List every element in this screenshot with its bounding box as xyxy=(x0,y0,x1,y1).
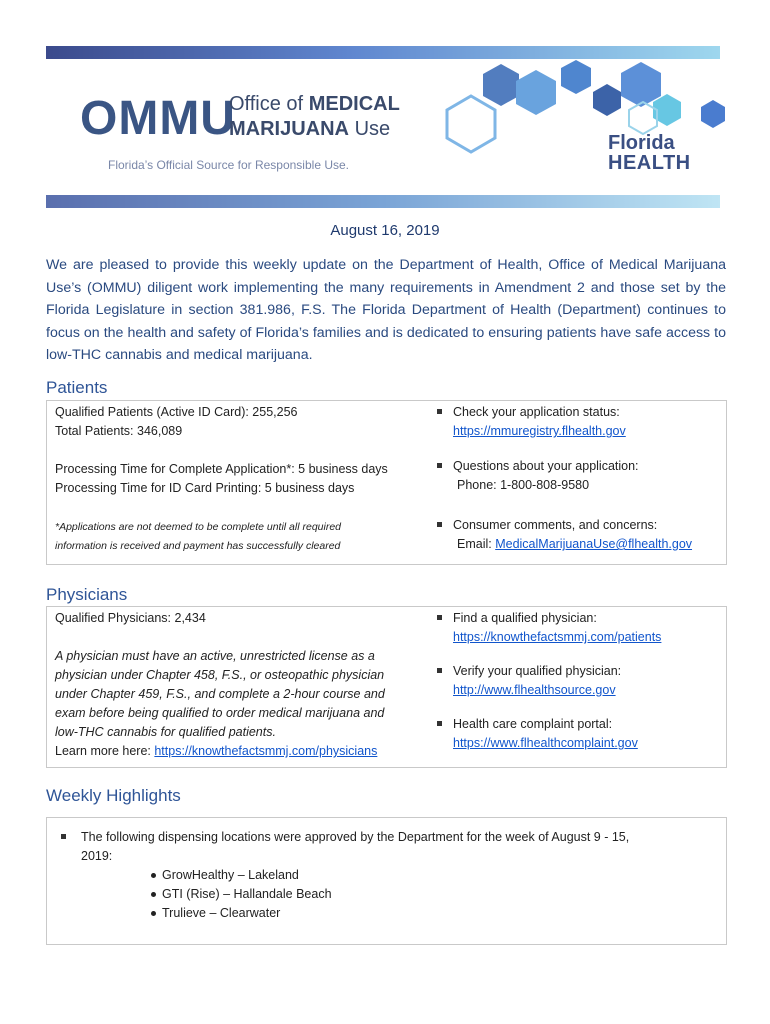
bullet-square-icon xyxy=(61,834,66,839)
email-link[interactable]: MedicalMarijuanaUse@flhealth.gov xyxy=(495,537,693,551)
header-banner xyxy=(46,46,720,208)
list-item: GrowHealthy – Lakeland xyxy=(151,866,701,885)
banner-bottom-bar xyxy=(46,195,720,208)
bullet-dot-icon xyxy=(151,892,156,897)
report-date: August 16, 2019 xyxy=(330,222,440,239)
logo-health: HEALTH xyxy=(608,152,691,174)
patients-heading: Patients xyxy=(46,378,108,397)
list-item: Trulieve – Clearwater xyxy=(151,904,701,923)
learn-more xyxy=(55,742,385,761)
total-patients: Total Patients: 346,089 xyxy=(55,424,183,438)
processing-application: Processing Time for Complete Application*: 5 business days xyxy=(55,462,388,476)
requirement-line-1: A physician must have an active, unrestricted license as a xyxy=(55,649,375,663)
requirement-line-4: exam before being qualified to order medical marijuana and xyxy=(55,706,385,720)
flhealthsource-link[interactable]: http://www.flhealthsource.gov xyxy=(453,683,616,697)
complaint-portal-label: Health care complaint portal: xyxy=(453,717,613,731)
applications-note-2: information is received and payment has successfully cleared xyxy=(55,540,341,552)
processing-id-card: Processing Time for ID Card Printing: 5 business days xyxy=(55,481,355,495)
physicians-heading: Physicians xyxy=(46,585,128,604)
applications-note-1: *Applications are not deemed to be complete until all required xyxy=(55,521,342,533)
bullet-dot-icon xyxy=(151,873,156,878)
bullet-square-icon xyxy=(437,615,442,620)
weekly-highlights-box xyxy=(46,817,727,945)
verify-physician-item xyxy=(437,662,722,700)
comments-label: Consumer comments, and concerns: xyxy=(453,518,658,532)
bullet-square-icon xyxy=(437,668,442,673)
verify-physician-label: Verify your qualified physician: xyxy=(453,664,622,678)
logo-line-marijuana xyxy=(229,119,390,139)
logo-medical: MEDICAL xyxy=(308,93,400,115)
qualified-physicians: Qualified Physicians: 2,434 xyxy=(55,611,206,625)
bullet-square-icon xyxy=(437,463,442,468)
status-item xyxy=(437,403,722,441)
questions-label: Questions about your application: xyxy=(453,459,639,473)
status-label: Check your application status: xyxy=(453,405,620,419)
find-physician-label: Find a qualified physician: xyxy=(453,611,597,625)
email-prefix: Email: xyxy=(457,537,496,551)
find-physician-item xyxy=(437,609,722,647)
physicians-info xyxy=(55,609,385,761)
qualified-patients: Qualified Patients (Active ID Card): 255,256 xyxy=(55,405,298,419)
logo-marijuana: MARIJUANA xyxy=(229,118,349,140)
patients-link[interactable]: https://knowthefactsmmj.com/patients xyxy=(453,630,662,644)
bullet-square-icon xyxy=(437,721,442,726)
requirement-line-3: under Chapter 459, F.S., and complete a 2-hour course and xyxy=(55,687,385,701)
complaint-link[interactable]: https://www.flhealthcomplaint.gov xyxy=(453,736,638,750)
questions-item xyxy=(437,457,722,495)
physicians-links xyxy=(437,609,722,753)
patients-stats xyxy=(55,403,388,556)
ommu-logo: OMMU xyxy=(80,92,236,145)
weekly-highlights-heading: Weekly Highlights xyxy=(46,786,181,805)
bullet-dot-icon xyxy=(151,911,156,916)
logo-florida: Florida xyxy=(608,132,675,154)
registry-link[interactable]: https://mmuregistry.flhealth.gov xyxy=(453,424,626,438)
logo-line-office xyxy=(229,94,400,114)
highlight-item xyxy=(61,828,701,923)
florida-health-logo xyxy=(608,133,691,173)
physicians-box xyxy=(46,606,727,768)
patients-box xyxy=(46,400,727,565)
patients-contacts xyxy=(437,403,722,554)
logo-office-of: Office of xyxy=(229,93,304,115)
list-item: GTI (Rise) – Hallandale Beach xyxy=(151,885,701,904)
requirement-line-2: physician under Chapter 458, F.S., or osteopathic physician xyxy=(55,668,385,682)
intro-paragraph: We are pleased to provide this weekly update on the Department of Health, Office of Medical Marijuana Use’s (OMMU) diligent work implementing the many requirements in Amendment 2 and those set by the Florida Legislature in section 381.986, F.S. The Florida Department of Health (Department) continues to focus on the health and safety of Florida’s families and is dedicated to ensuring patients have safe access to low-THC cannabis and medical marijuana. xyxy=(46,257,726,363)
learn-more-prefix: Learn more here: xyxy=(55,744,155,758)
logo-use: Use xyxy=(354,118,391,140)
bullet-square-icon xyxy=(437,522,442,527)
physicians-link[interactable]: https://knowthefactsmmj.com/physicians xyxy=(154,744,378,758)
bullet-square-icon xyxy=(437,409,442,414)
questions-phone: Phone: 1-800-808-9580 xyxy=(457,478,590,492)
complaint-portal-item xyxy=(437,715,722,753)
requirement-line-5: low-THC cannabis for qualified patients. xyxy=(55,725,276,739)
dispensary-list xyxy=(61,866,701,923)
highlight-text-2: 2019: xyxy=(81,849,113,863)
highlight-text-1: The following dispensing locations were approved by the Department for the week of August 9 - 15, xyxy=(81,830,630,844)
comments-item xyxy=(437,516,722,554)
tagline: Florida’s Official Source for Responsible Use. xyxy=(108,158,349,172)
